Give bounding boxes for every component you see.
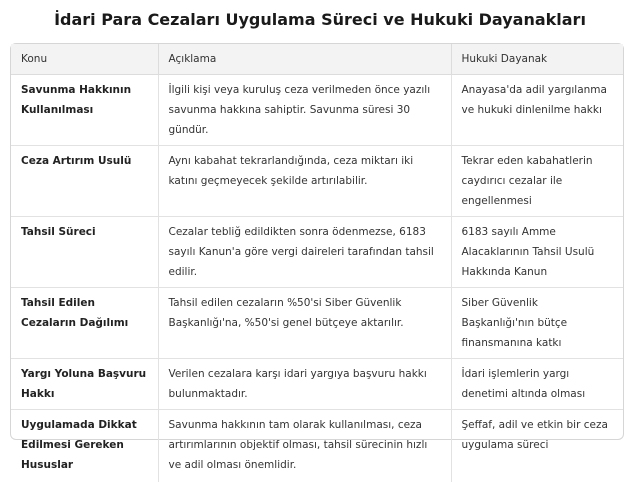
cell-topic: Uygulamada Dikkat Edilmesi Gereken Hususlar bbox=[11, 410, 158, 482]
header-legal-basis: Hukuki Dayanak bbox=[451, 44, 623, 75]
cell-legal-basis: Şeffaf, adil ve etkin bir ceza uygulama süreci bbox=[461, 419, 608, 451]
table-row bbox=[11, 410, 623, 482]
cell-topic: Savunma Hakkının Kullanılması bbox=[11, 75, 158, 146]
table-row bbox=[11, 288, 623, 359]
cell-topic: Yargı Yoluna Başvuru Hakkı bbox=[11, 359, 158, 410]
cell-description: İlgili kişi veya kuruluş ceza verilmeden önce yazılı savunma hakkına sahiptir. Savunma süresi 30 gündür. bbox=[158, 75, 451, 146]
cell-description: Verilen cezalara karşı idari yargıya başvuru hakkı bulunmaktadır. bbox=[158, 359, 451, 410]
cell-legal-basis: Anayasa'da adil yargılanma ve hukuki dinlenilme hakkı bbox=[451, 75, 623, 146]
table-row bbox=[11, 359, 623, 410]
table-header-row bbox=[11, 44, 623, 75]
cell-topic: Ceza Artırım Usulü bbox=[11, 146, 158, 217]
header-description: Açıklama bbox=[158, 44, 451, 75]
page-title: İdari Para Cezaları Uygulama Süreci ve Hukuki Dayanakları bbox=[54, 10, 586, 29]
cell-description: Aynı kabahat tekrarlandığında, ceza miktarı iki katını geçmeyecek şekilde artırılabilir. bbox=[158, 146, 451, 217]
table bbox=[11, 44, 623, 482]
penalty-process-table bbox=[10, 43, 624, 471]
cell-legal-basis: Tekrar eden kabahatlerin caydırıcı cezalar ile engellenmesi bbox=[451, 146, 623, 217]
cell-description: Tahsil edilen cezaların %50'si Siber Güvenlik Başkanlığı'na, %50'si genel bütçeye aktarılır. bbox=[158, 288, 451, 359]
cell-legal-basis: Siber Güvenlik Başkanlığı'nın bütçe finansmanına katkı bbox=[451, 288, 623, 359]
cell-topic: Tahsil Edilen Cezaların Dağılımı bbox=[11, 288, 158, 359]
table-row bbox=[11, 146, 623, 217]
table-row bbox=[11, 75, 623, 146]
header-topic: Konu bbox=[11, 44, 158, 75]
cell-topic: Tahsil Süreci bbox=[11, 217, 158, 288]
cell-description: Cezalar tebliğ edildikten sonra ödenmezse, 6183 sayılı Kanun'a göre vergi daireleri tarafından tahsil edilir. bbox=[158, 217, 451, 288]
cell-description: Savunma hakkının tam olarak kullanılması, ceza artırımlarının objektif olması, tahsil sürecinin hızlı ve adil olması önemlidir. bbox=[158, 410, 451, 482]
cell-legal-basis: 6183 sayılı Amme Alacaklarının Tahsil Usulü Hakkında Kanun bbox=[451, 217, 623, 288]
table-row bbox=[11, 217, 623, 288]
cell-legal-basis: İdari işlemlerin yargı denetimi altında olması bbox=[451, 359, 623, 410]
